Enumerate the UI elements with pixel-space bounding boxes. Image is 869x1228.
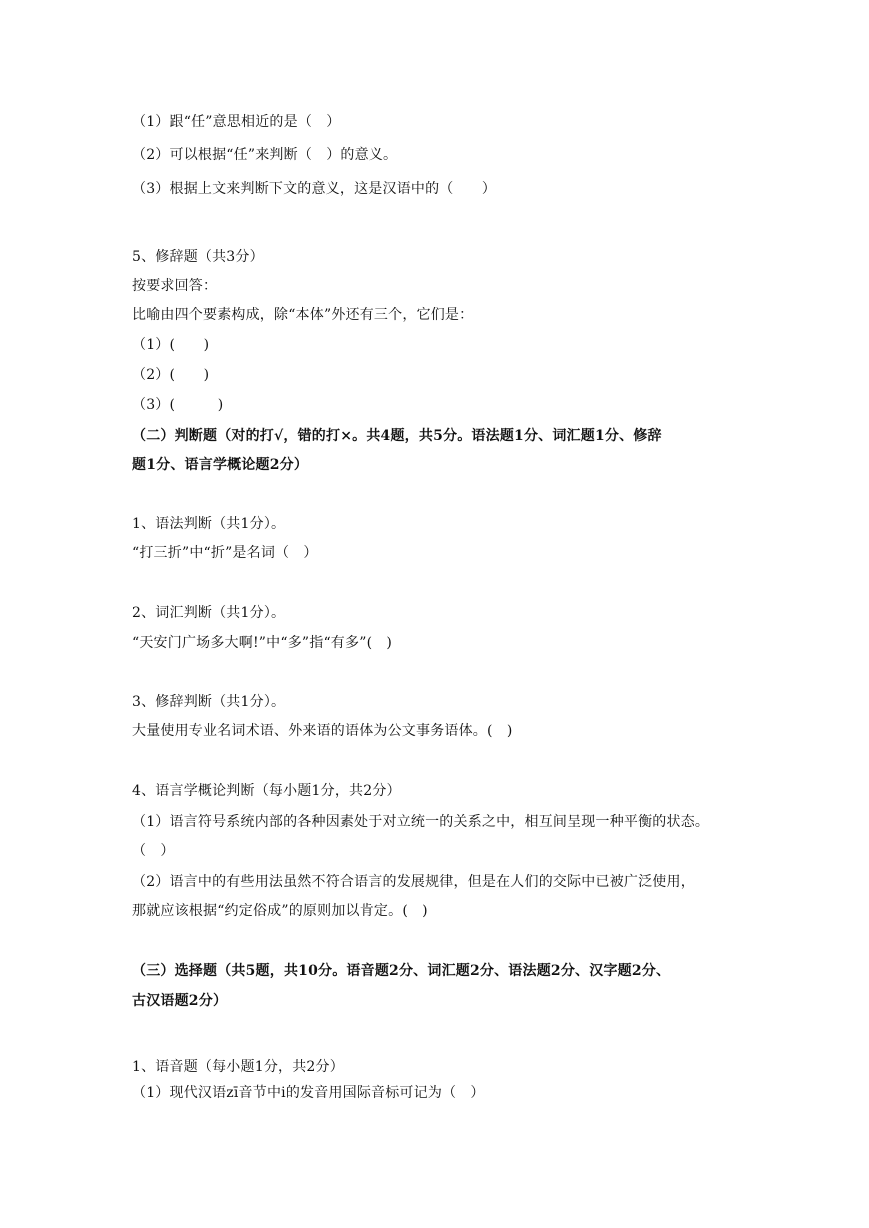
vocabulary-judgment-statement: “天安门广场多大啊!”中“多”指“有多”( ) [132, 635, 393, 651]
rhetoric-judgment-statement: 大量使用专业名词术语、外来语的语体为公文事务语体。( ) [132, 723, 513, 739]
linguistics-judgment-item-1: （1）语言符号系统内部的各种因素处于对立统一的关系之中，相互间呈现一种平衡的状态。 [132, 814, 710, 830]
rhetoric-answer-3: （3）( ) [132, 397, 224, 413]
vocabulary-judgment-heading: 2、词汇判断（共1分）。 [132, 605, 286, 621]
section-2-heading-line-1: （二）判断题（对的打√，错的打×。共4题，共5分。语法题1分、词汇题1分、修辞 [132, 428, 662, 444]
rhetoric-instruction: 按要求回答： [132, 278, 218, 294]
rhetoric-judgment-heading: 3、修辞判断（共1分）。 [132, 694, 286, 710]
rhetoric-answer-1: （1）( ) [132, 337, 210, 353]
phonetics-question-heading: 1、语音题（每小题1分，共2分） [132, 1059, 344, 1075]
rhetoric-answer-2: （2）( ) [132, 367, 210, 383]
rhetoric-prompt: 比喻由四个要素构成，除“本体”外还有三个，它们是： [132, 307, 474, 323]
section-3-heading-line-2: 古汉语题2分） [132, 993, 228, 1009]
linguistics-judgment-item-2-line-2: 那就应该根据“约定俗成”的原则加以肯定。( ) [132, 903, 428, 919]
question-4-item-1: （1）跟“任”意思相近的是（ ） [132, 114, 341, 130]
linguistics-judgment-heading: 4、语言学概论判断（每小题1分，共2分） [132, 783, 401, 799]
question-4-item-3: （3）根据上文来判断下文的意义，这是汉语中的（ ） [132, 181, 497, 197]
section-3-heading-line-1: （三）选择题（共5题，共10分。语音题2分、词汇题2分、语法题2分、汉字题2分、 [132, 963, 671, 979]
linguistics-judgment-item-1-blank: （ ） [132, 843, 175, 859]
question-4-item-2: （2）可以根据“任”来判断（ ）的意义。 [132, 147, 398, 163]
phonetics-question-item-1: （1）现代汉语zī音节中i的发音用国际音标可记为（ ） [132, 1085, 485, 1101]
grammar-judgment-statement: “打三折”中“折”是名词（ ） [132, 545, 318, 561]
grammar-judgment-heading: 1、语法判断（共1分）。 [132, 516, 286, 532]
rhetoric-question-heading: 5、修辞题（共3分） [132, 249, 264, 265]
section-2-heading-line-2: 题1分、语言学概论题2分） [132, 457, 309, 473]
linguistics-judgment-item-2-line-1: （2）语言中的有些用法虽然不符合语言的发展规律，但是在人们的交际中已被广泛使用， [132, 874, 695, 890]
